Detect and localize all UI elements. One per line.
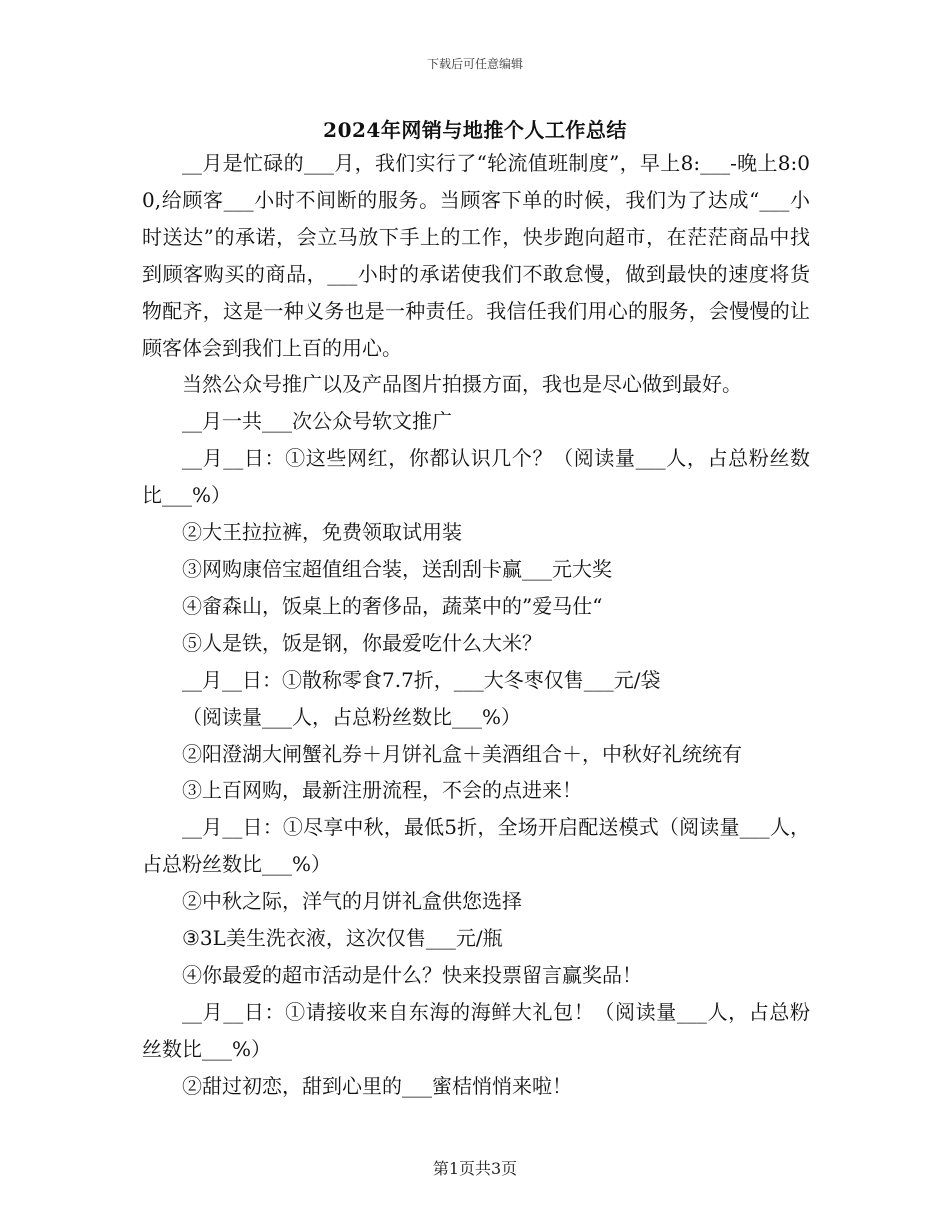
list-item: ③3L美生洗衣液，这次仅售___元/瓶 [182,926,503,951]
list-item: ⑤人是铁，饭是钢，你最爱吃什么大米？ [182,630,542,655]
list-item: ②大王拉拉裤，免费领取试用装 [182,520,462,545]
paragraph-readership-2: （阅读量___人，占总粉丝数比___%） [182,704,522,729]
paragraph-promotion-summary: 当然公众号推广以及产品图片拍摄方面，我也是尽心做到最好。 [182,372,742,397]
list-item: ②甜过初恋，甜到心里的___蜜桔悄悄来啦！ [182,1073,572,1098]
paragraph-date-entry-3: __月__日：①尽享中秋，最低5折，全场开启配送模式（阅读量___人，占总粉丝数比___%） [142,815,810,877]
list-item: ③上百网购，最新注册流程，不会的点进来！ [182,778,582,803]
list-item: ②阳澄湖大闸蟹礼券＋月饼礼盒＋美酒组合＋，中秋好礼统统有 [182,741,742,766]
page-number: 第1页共3页 [432,1159,518,1178]
list-item: ④你最爱的超市活动是什么？快来投票留言赢奖品！ [182,962,642,987]
paragraph-date-entry-4: __月__日：①请接收来自东海的海鲜大礼包！（阅读量___人，占总粉丝数比___%） [142,999,810,1061]
paragraph-date-entry-2: __月__日：①散称零食7.7折，___大冬枣仅售___元/袋 [182,667,661,692]
document-title: 2024年网销与地推个人工作总结 [323,118,627,142]
list-item: ④畲森山，饭桌上的奢侈品，蔬菜中的”爱马仕“ [182,593,603,618]
page-header-note: 下载后可任意编辑 [426,57,523,71]
paragraph-intro: __月是忙碌的___月，我们实行了“轮流值班制度”，早上8:___-晚上8:00,给顾客___小时不间断的服务。当顾客下单的时候，我们为了达成“___小时送达”的承诺，会立马放下手上的工作，快步跑向超市，在茫茫商品中找到顾客购买的商品，___小时的承诺使我们不敢怠慢，做到最快的速度将货物配齐，这是一种义务也是一种责任。我信任我们用心的服务，会慢慢的让顾客体会到我们上百的用心。 [142,151,810,360]
paragraph-date-entry-1: __月__日：①这些网红，你都认识几个？（阅读量___人，占总粉丝数比___%） [142,446,810,508]
paragraph-article-count: __月一共___次公众号软文推广 [182,409,452,434]
list-item: ③网购康倍宝超值组合装，送刮刮卡赢___元大奖 [182,556,612,581]
list-item: ②中秋之际，洋气的月饼礼盒供您选择 [182,889,522,914]
document-body [142,145,810,1105]
